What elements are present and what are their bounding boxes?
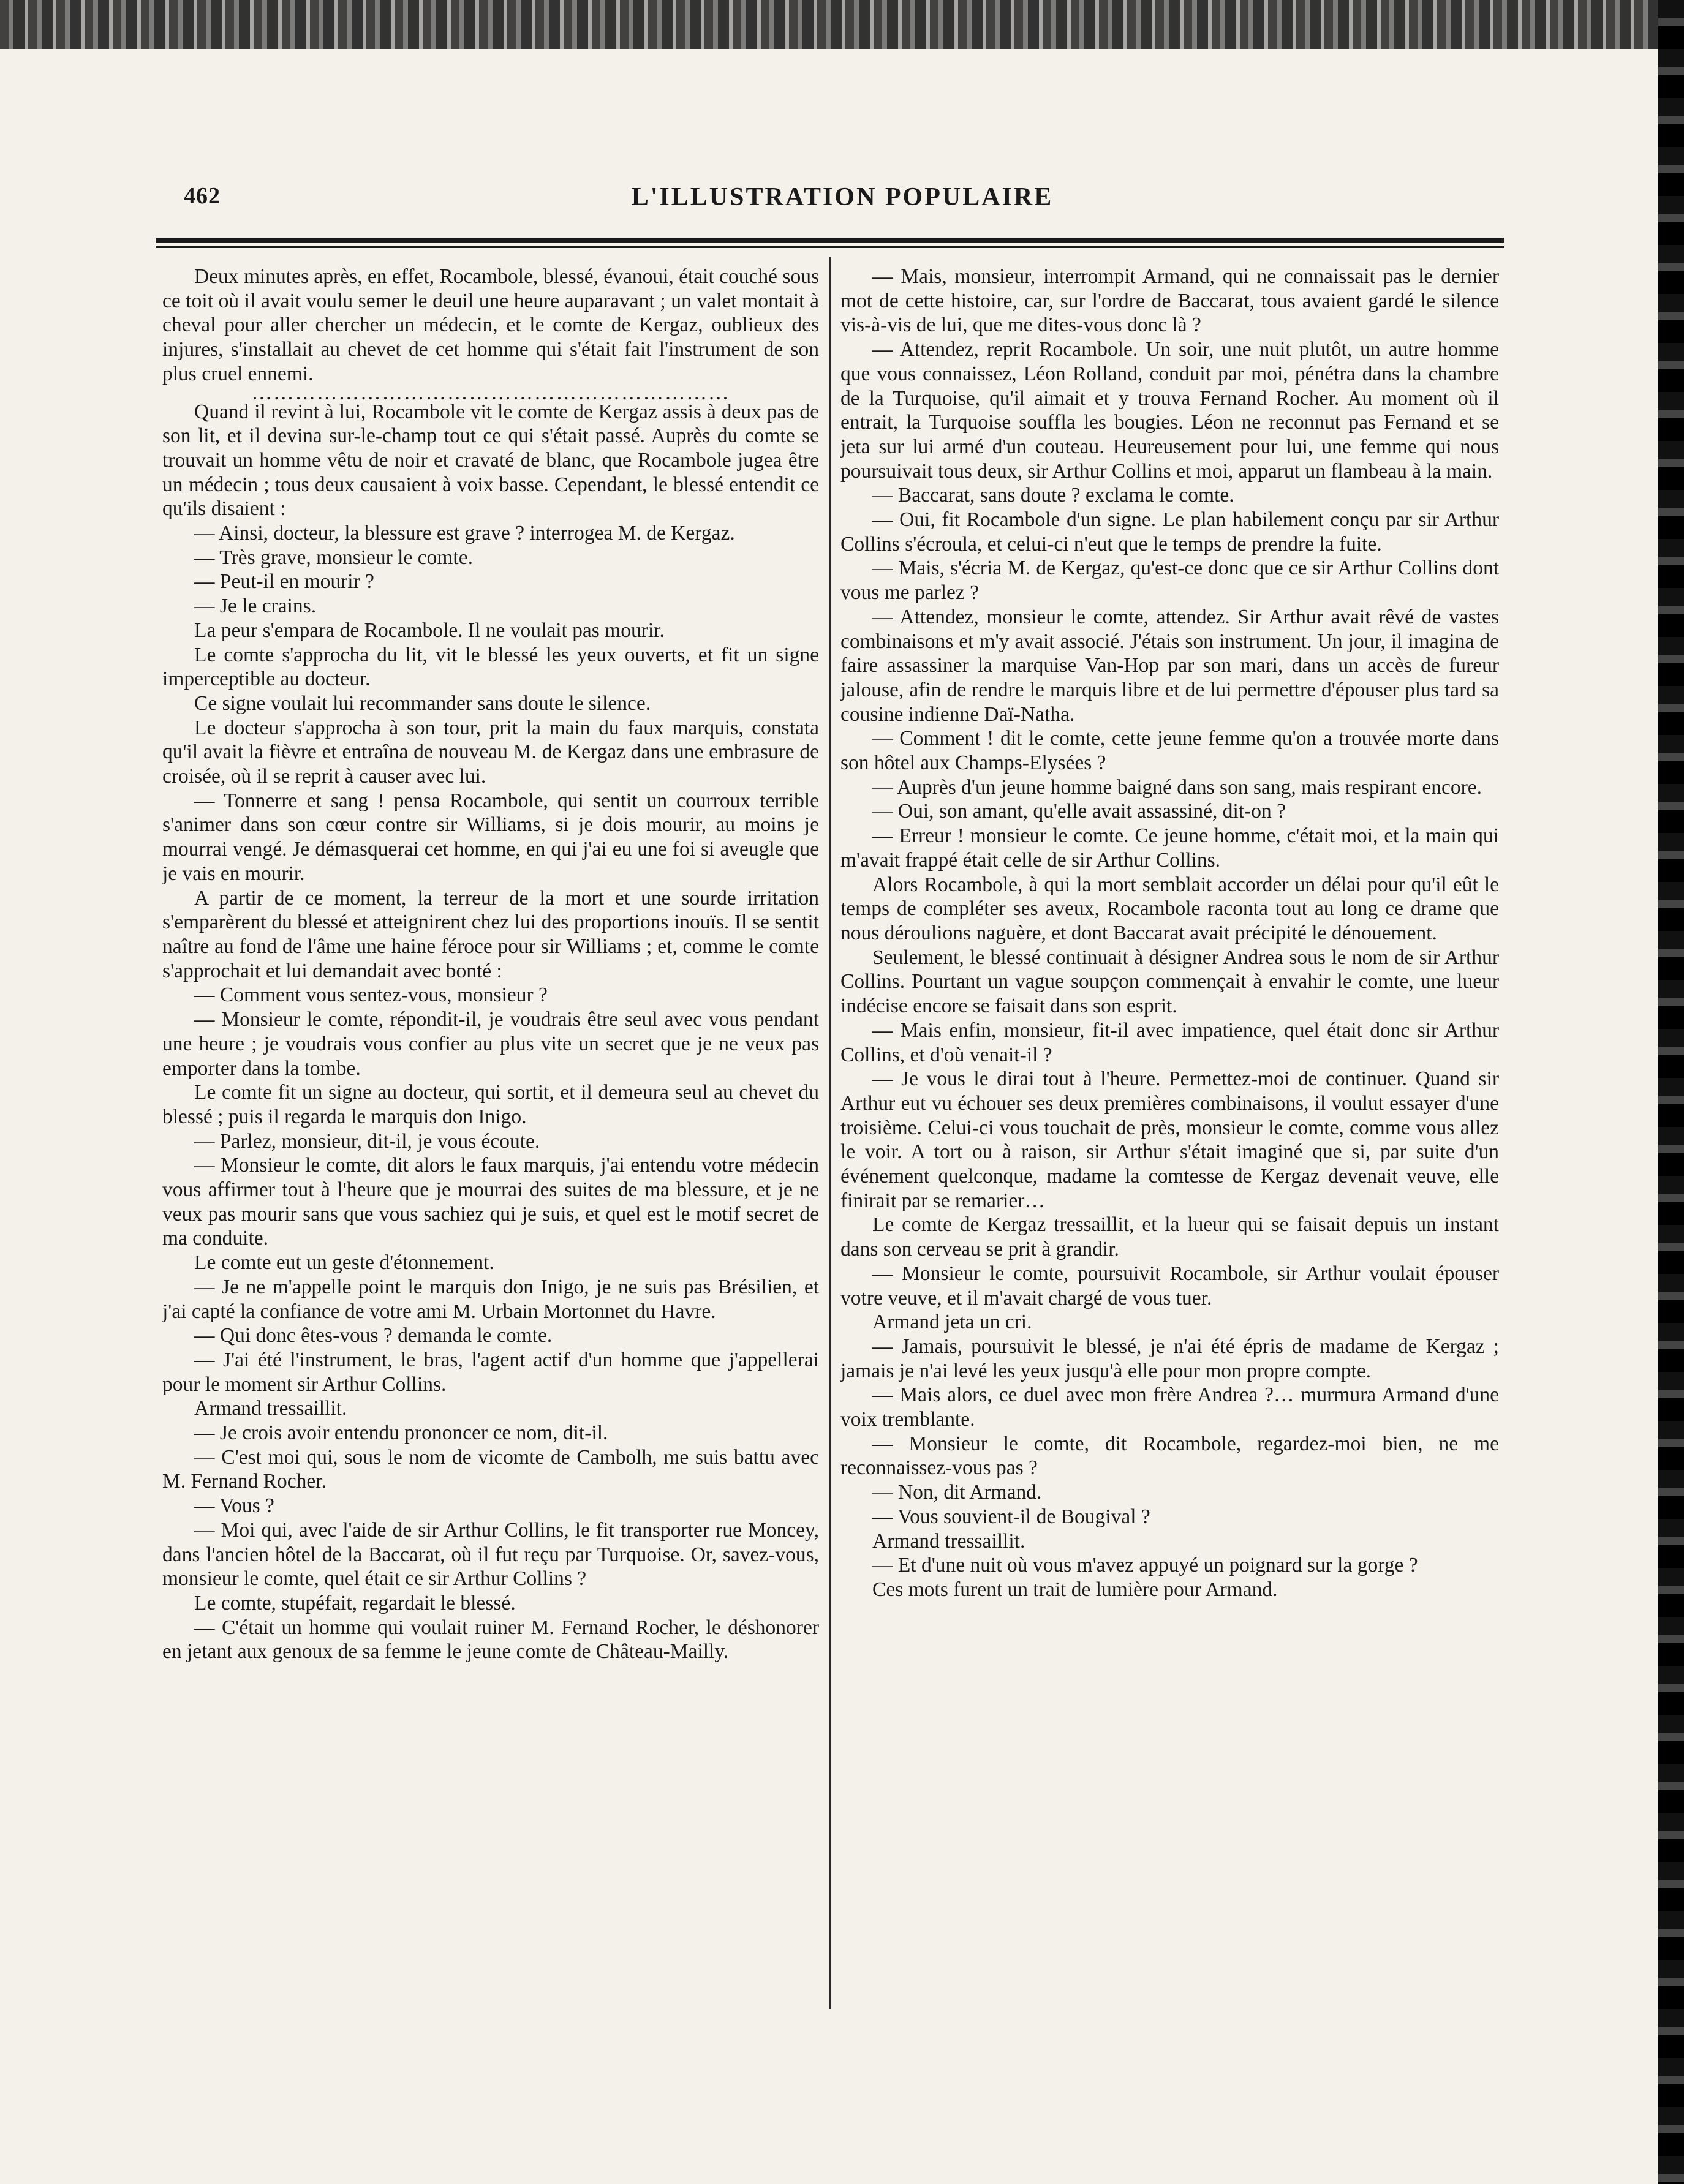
paragraph: — Attendez, monsieur le comte, attendez. Sir Arthur avait rêvé de vastes combinaisons et m'y avait associé. J'étais son instrument. Un jour, il imagina de faire assassiner la marquise Van-Hop par son mari, dans un accès de fureur jalouse, afin de rendre le marquis libre et de lui permettre d'épouser plus tard sa cousine indienne Daï-Natha. bbox=[840, 605, 1499, 726]
paragraph: — Auprès d'un jeune homme baigné dans son sang, mais respirant encore. bbox=[872, 775, 1482, 799]
page-header bbox=[184, 178, 1501, 214]
paragraph: — Mais, s'écria M. de Kergaz, qu'est-ce donc que ce sir Arthur Collins dont vous me parlez ? bbox=[840, 557, 1499, 604]
paragraph: — Je vous le dirai tout à l'heure. Permettez-moi de continuer. Quand sir Arthur eut vu échouer ses deux premières combinaisons, il voulut essayer d'une troisième. Celui-ci vous touchait de près, monsieur le comte, comme vous allez le voir. A tort ou à raison, sir Arthur s'était imaginé que si, par suite d'un événement quelconque, madame la comtesse de Kergaz devenait veuve, elle finirait par se remarier… bbox=[840, 1068, 1499, 1212]
paragraph: — Mais, monsieur, interrompit Armand, qui ne connaissait pas le dernier mot de cette histoire, car, sur l'ordre de Baccarat, tous avaient gardé le silence vis-à-vis de lui, que me dites-vous donc là ? bbox=[840, 265, 1499, 337]
header-rule-thin bbox=[156, 246, 1504, 248]
scan-edge-right bbox=[1658, 0, 1684, 2184]
paragraph: Le comte, stupéfait, regardait le blessé. bbox=[194, 1591, 516, 1614]
paragraph: Armand tressaillit. bbox=[872, 1529, 1025, 1553]
paragraph: — Parlez, monsieur, dit-il, je vous écoute. bbox=[194, 1129, 540, 1153]
paragraph: — Oui, son amant, qu'elle avait assassiné, dit-on ? bbox=[872, 800, 1286, 823]
paragraph: Alors Rocambole, à qui la mort semblait accorder un délai pour qu'il eût le temps de compléter ses aveux, Rocambole raconta tout au long ce drame que nous déroulions naguère, et dont Baccarat avait précipité le dénouement. bbox=[840, 873, 1499, 944]
paragraph: — Et d'une nuit où vous m'avez appuyé un poignard sur la gorge ? bbox=[872, 1554, 1418, 1577]
paragraph: — Mais alors, ce duel avec mon frère Andrea ?… murmura Armand d'une voix tremblante. bbox=[840, 1384, 1499, 1431]
paragraph: Ces mots furent un trait de lumière pour Armand. bbox=[872, 1578, 1278, 1601]
paragraph: — Erreur ! monsieur le comte. Ce jeune homme, c'était moi, et la main qui m'avait frappé était celle de sir Arthur Collins. bbox=[840, 824, 1499, 872]
paragraph: — Peut-il en mourir ? bbox=[194, 570, 374, 593]
paragraph: — Monsieur le comte, dit alors le faux marquis, j'ai entendu votre médecin vous affirmer tout à l'heure que je mourrai des suites de ma blessure, et je ne veux pas mourir sans que vous sachiez qui je suis, et quel est le motif secret de ma conduite. bbox=[162, 1154, 819, 1250]
page-number: 462 bbox=[184, 183, 221, 209]
paragraph: — Monsieur le comte, dit Rocambole, regardez-moi bien, ne me reconnaissez-vous pas ? bbox=[840, 1432, 1499, 1480]
scan-edge-top bbox=[0, 0, 1684, 49]
paragraph: — Très grave, monsieur le comte. bbox=[194, 546, 473, 569]
paragraph: — Je le crains. bbox=[194, 595, 317, 618]
paragraph: Quand il revint à lui, Rocambole vit le comte de Kergaz assis à deux pas de son lit, et il devina sur-le-champ tout ce qui s'était passé. Auprès du comte se trouvait un homme vêtu de noir et cravaté de blanc, que Rocambole jugea être un médecin ; tous deux causaient à voix basse. Cependant, le blessé entendit ce qu'ils disaient : bbox=[162, 400, 819, 521]
paragraph: — J'ai été l'instrument, le bras, l'agent actif d'un homme que j'appellerai pour le moment sir Arthur Collins. bbox=[162, 1348, 819, 1396]
paragraph: Le comte s'approcha du lit, vit le blessé les yeux ouverts, et fit un signe imperceptible au docteur. bbox=[162, 643, 819, 691]
column-divider bbox=[829, 257, 831, 2009]
paragraph: — Ainsi, docteur, la blessure est grave ? interrogea M. de Kergaz. bbox=[194, 522, 735, 545]
paragraph: A partir de ce moment, la terreur de la mort et une sourde irritation s'emparèrent du blessé et atteignirent chez lui des proportions inouïs. Il se sentit naître au fond de l'âme une haine féroce pour sir Williams ; et, comme le comte s'approchait et lui demandait avec bonté : bbox=[162, 886, 819, 982]
paragraph: — Monsieur le comte, poursuivit Rocambole, sir Arthur voulait épouser votre veuve, et il m'avait chargé de vous tuer. bbox=[840, 1262, 1499, 1309]
paragraph: — Oui, fit Rocambole d'un signe. Le plan habilement conçu par sir Arthur Collins s'écroula, et celui-ci n'eut que le temps de prendre la fuite. bbox=[840, 508, 1499, 555]
paragraph: — Tonnerre et sang ! pensa Rocambole, qui sentit un courroux terrible s'animer dans son cœur contre sir Williams, si je dois mourir, au moins je mourrai vengé. Je démasquerai cet homme, en qui j'ai eu une foi si aveugle que je vais en mourir. bbox=[162, 789, 819, 885]
paragraph: — Monsieur le comte, répondit-il, je voudrais être seul avec vous pendant une heure ; je voudrais vous confier au plus vite un secret que je ne veux pas emporter dans la tombe. bbox=[162, 1008, 819, 1080]
paragraph: — Attendez, reprit Rocambole. Un soir, une nuit plutôt, un autre homme que vous connaissez, Léon Rolland, conduit par moi, pénétra dans la chambre de la Turquoise, qu'il aimait et y trouva Fernand Rocher. Au moment où il entrait, la Turquoise souffla les bougies. Léon ne reconnut pas Fernand et se jeta sur lui armé d'un couteau. Heureusement pour lui, une femme qui nous poursuivait tous deux, sir Arthur Collins et moi, apparut un flambeau à la main. bbox=[840, 338, 1499, 483]
left-column bbox=[162, 265, 819, 1664]
paragraph: — Moi qui, avec l'aide de sir Arthur Collins, le fit transporter rue Moncey, dans l'ancien hôtel de la Baccarat, où il fut reçu par Turquoise. Or, savez-vous, monsieur le comte, quel était ce sir Arthur Collins ? bbox=[162, 1518, 819, 1591]
paragraph: — Comment ! dit le comte, cette jeune femme qu'on a trouvée morte dans son hôtel aux Champs-Elysées ? bbox=[840, 727, 1499, 775]
paragraph: — Je crois avoir entendu prononcer ce nom, dit-il. bbox=[194, 1421, 608, 1445]
section-separator: ………………………………………………………… bbox=[251, 381, 730, 404]
right-column bbox=[840, 265, 1499, 1602]
paragraph: Le comte de Kergaz tressaillit, et la lueur qui se faisait depuis un instant dans son cerveau se prit à grandir. bbox=[840, 1213, 1499, 1261]
paragraph: Deux minutes après, en effet, Rocambole, blessé, évanoui, était couché sous ce toit où il avait voulu semer le deuil une heure auparavant ; un valet montait à cheval pour aller chercher un médecin, et le comte de Kergaz, oublieux des injures, s'installait au chevet de cet homme qui s'était fait l'instrument de son plus cruel ennemi. bbox=[162, 265, 819, 385]
paragraph: — C'est moi qui, sous le nom de vicomte de Cambolh, me suis battu avec M. Fernand Rocher. bbox=[162, 1445, 819, 1493]
paragraph: — Je ne m'appelle point le marquis don Inigo, je ne suis pas Brésilien, et j'ai capté la confiance de votre ami M. Urbain Mortonnet du Havre. bbox=[162, 1275, 819, 1323]
paragraph: Le docteur s'approcha à son tour, prit la main du faux marquis, constata qu'il avait la fièvre et entraîna de nouveau M. de Kergaz dans une embrasure de croisée, où il se reprit à causer avec lui. bbox=[162, 716, 819, 788]
paragraph: — Mais enfin, monsieur, fit-il avec impatience, quel était donc sir Arthur Collins, et d'où venait-il ? bbox=[840, 1019, 1499, 1066]
paragraph: Seulement, le blessé continuait à désigner Andrea sous le nom de sir Arthur Collins. Pourtant un vague soupçon commençait à envahir le comte, une lueur indécise encore se faisait dans son esprit. bbox=[840, 946, 1499, 1018]
paragraph: Ce signe voulait lui recommander sans doute le silence. bbox=[194, 691, 651, 715]
paragraph: — C'était un homme qui voulait ruiner M. Fernand Rocher, le déshonorer en jetant aux genoux de sa femme le jeune comte de Château-Mailly. bbox=[162, 1616, 819, 1663]
paragraph: — Jamais, poursuivit le blessé, je n'ai été épris de madame de Kergaz ; jamais je n'ai levé les yeux jusqu'à elle pour mon propre compte. bbox=[840, 1335, 1499, 1382]
paragraph: — Baccarat, sans doute ? exclama le comte. bbox=[872, 484, 1234, 507]
paragraph: — Comment vous sentez-vous, monsieur ? bbox=[194, 984, 548, 1007]
journal-title: L'ILLUSTRATION POPULAIRE bbox=[631, 183, 1054, 211]
paragraph: La peur s'empara de Rocambole. Il ne voulait pas mourir. bbox=[194, 619, 665, 642]
paragraph: — Qui donc êtes-vous ? demanda le comte. bbox=[194, 1324, 553, 1347]
paragraph: Le comte eut un geste d'étonnement. bbox=[194, 1251, 494, 1275]
paragraph: Le comte fit un signe au docteur, qui sortit, et il demeura seul au chevet du blessé ; puis il regarda le marquis don Inigo. bbox=[162, 1081, 819, 1128]
paragraph: — Vous ? bbox=[194, 1494, 274, 1518]
header-rule bbox=[156, 238, 1504, 243]
paragraph: Armand jeta un cri. bbox=[872, 1311, 1032, 1334]
paragraph: — Non, dit Armand. bbox=[872, 1481, 1042, 1504]
paragraph: Armand tressaillit. bbox=[194, 1397, 347, 1420]
paragraph: — Vous souvient-il de Bougival ? bbox=[872, 1505, 1150, 1528]
